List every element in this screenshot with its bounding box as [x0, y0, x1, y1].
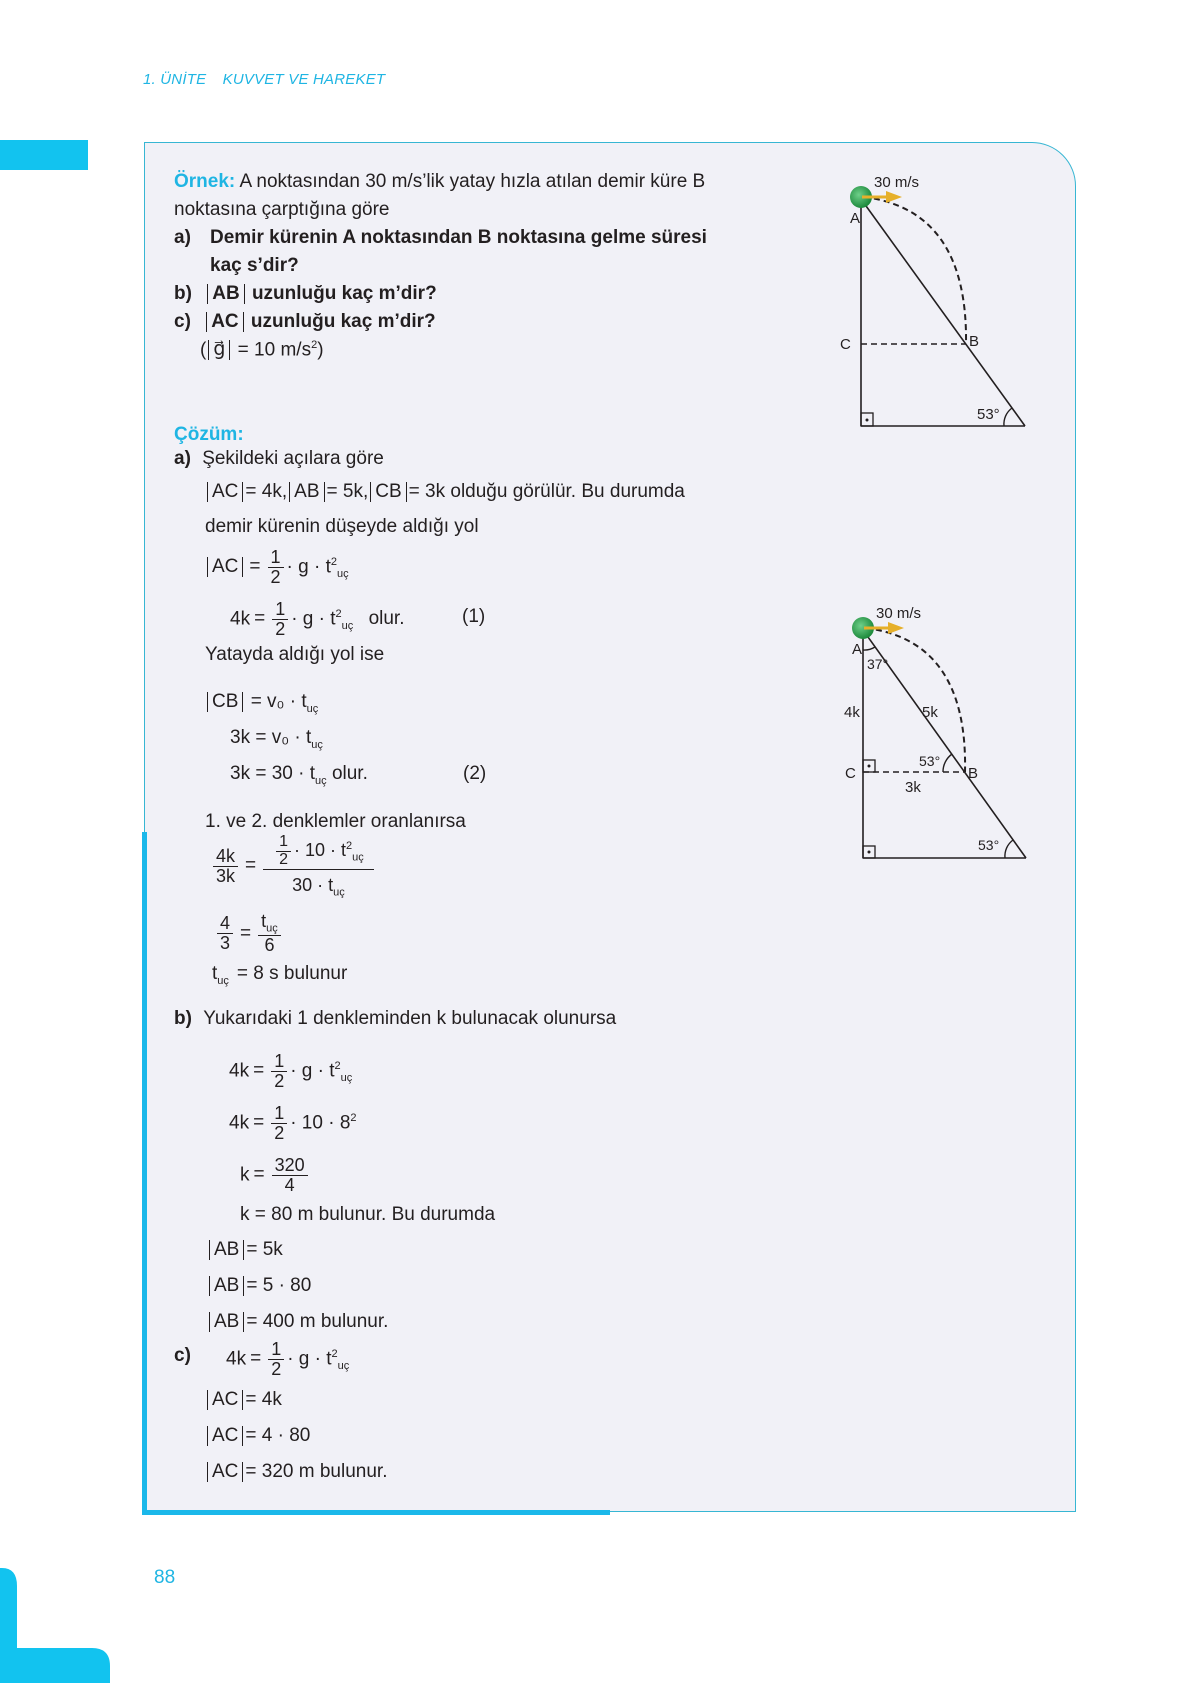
eq-2a: $3k = v_0 \cdot t_{uç}$	[230, 727, 323, 751]
b-eq-2: 4k = $\frac{1}{2}$ · $10 \cdot 8^2$	[229, 1103, 357, 1143]
page-number: 88	[154, 1567, 176, 1588]
svg-text:53°: 53°	[978, 837, 1000, 853]
side-tab-marker	[0, 140, 88, 170]
c-ac-1: AC = 4k	[205, 1390, 282, 1410]
svg-text:C: C	[845, 765, 856, 782]
eq-cb: CB = $v_0 \cdot t_{uç}$	[205, 692, 318, 715]
box-accent-left	[142, 832, 147, 1514]
ratio-equation: $\frac{4k}{3k}$ = $\frac{1}{2}$ · $10 \cdot t^2_{uç}$ $30 \cdot t_{uç}$	[210, 834, 377, 899]
svg-text:30 m/s: 30 m/s	[874, 175, 920, 191]
svg-text:30 m/s: 30 m/s	[876, 606, 922, 622]
svg-text:A: A	[850, 210, 861, 227]
eq-1-number: (1)	[462, 606, 486, 627]
chapter-header	[143, 71, 397, 88]
svg-text:B: B	[969, 333, 980, 350]
c-ac-2: AC = 4 · 80	[205, 1426, 310, 1446]
svg-text:53°: 53°	[919, 753, 941, 769]
corner-decoration	[0, 1568, 110, 1683]
b-eq-4: k = 80 m bulunur. Bu durumda	[240, 1204, 496, 1225]
eq-1: 4k = $\frac{1}{2}$ · $g \cdot t^2_{uç}$ olur.	[230, 599, 405, 639]
c-ac-3: AC = 320 m bulunur.	[205, 1462, 387, 1482]
solution-label: Çözüm:	[174, 424, 244, 445]
svg-text:5k: 5k	[922, 704, 938, 721]
question-b: b) AB uzunluğu kaç m’dir?	[174, 283, 437, 304]
solution-c-label: c)	[174, 1345, 191, 1366]
vertical-text: demir kürenin düşeyde aldığı yol	[205, 516, 479, 537]
side-relations: AC = 4k, AB = 5k, CB = 3k olduğu görülür. Bu durumda	[205, 482, 685, 502]
svg-text:B: B	[968, 765, 979, 782]
solution-a-intro: a) Şekildeki açılara göre	[174, 448, 384, 469]
svg-text:4k: 4k	[844, 704, 860, 721]
result-a: $t_{uç} = 8$ s bulunur	[212, 963, 348, 987]
question-a-cont: kaç s’dir?	[210, 255, 299, 276]
b-ab-2: AB = 5 · 80	[207, 1276, 311, 1296]
b-ab-1: AB = 5k	[207, 1240, 283, 1260]
eq-2-number: (2)	[463, 763, 487, 784]
svg-text:C: C	[840, 336, 851, 353]
svg-text:37°: 37°	[867, 656, 889, 672]
b-eq-3: k = $\frac{320}{4}$	[240, 1156, 311, 1195]
unit-title: KUVVET VE HAREKET	[222, 71, 386, 88]
eq-ac-free-fall: AC = $\frac{1}{2}$ · $g \cdot t^2_{uç}$	[205, 548, 349, 587]
example-label: Örnek:	[174, 171, 236, 192]
eq-2b: $3k = 30 \cdot t_{uç}$ olur.	[230, 763, 368, 787]
question-a: a) Demir kürenin A noktasından B noktasına gelme süresi	[174, 227, 707, 248]
unit-label: 1. ÜNİTE	[143, 71, 207, 88]
ratio-text: 1. ve 2. denklemler oranlanırsa	[205, 811, 466, 832]
box-accent-bottom	[142, 1510, 610, 1515]
b-eq-1: 4k = $\frac{1}{2}$ · $g \cdot t^2_{uç}$	[229, 1051, 353, 1091]
given-gravity: ( g⃗ = 10 $m/s^2$)	[200, 339, 324, 361]
svg-text:3k: 3k	[905, 779, 921, 796]
diagram-projectile-1	[840, 175, 1040, 435]
example-line-2: noktasına çarptığına göre	[174, 199, 390, 220]
question-c: c) AC uzunluğu kaç m’dir?	[174, 311, 436, 332]
c-eq-1: 4k = $\frac{1}{2}$ · $g \cdot t^2_{uç}$	[226, 1339, 350, 1379]
svg-text:53°: 53°	[977, 406, 1000, 423]
b-ab-3: AB = 400 m bulunur.	[207, 1312, 388, 1332]
solution-b-intro: b) Yukarıdaki 1 denkleminden k bulunacak olunursa	[174, 1008, 617, 1029]
horizontal-text: Yatayda aldığı yol ise	[205, 644, 385, 665]
ratio-simplified: $\frac{4}{3}$ = $\frac{t_{uç}}{6}$	[214, 912, 284, 955]
example-line-1: Örnek: A noktasından 30 m/s’lik yatay hızla atılan demir küre B	[174, 171, 706, 192]
svg-text:A: A	[852, 641, 863, 658]
diagram-projectile-2	[840, 606, 1040, 866]
